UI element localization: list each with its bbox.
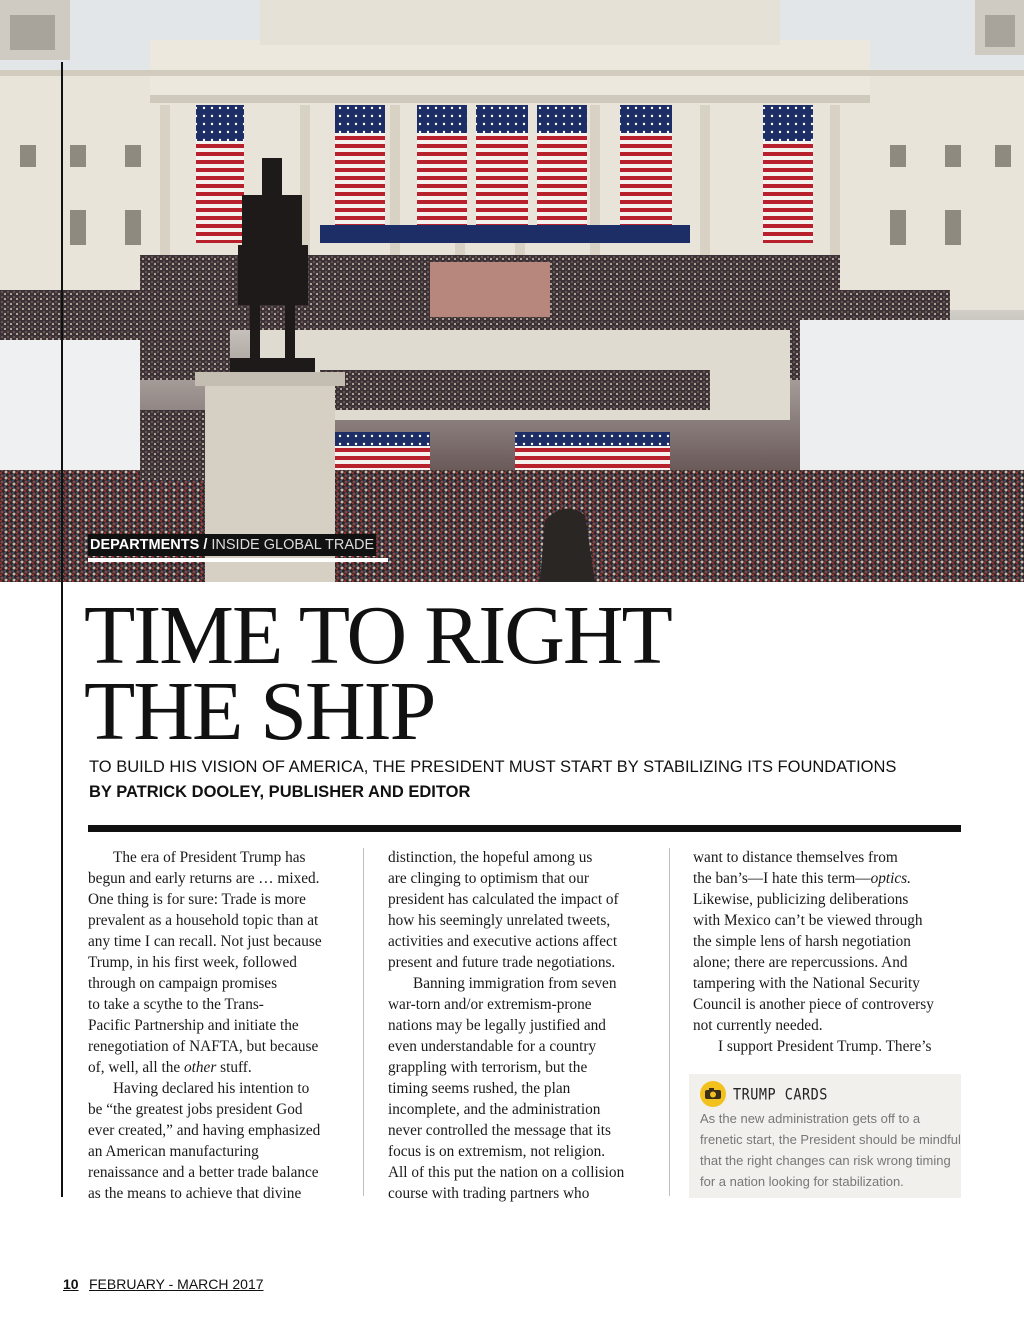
headline-line-2: THE SHIP (84, 665, 435, 758)
body-line: Banning immigration from seven (413, 975, 617, 992)
body-line: through on campaign promises (88, 975, 278, 992)
body-column-2 (388, 847, 650, 1204)
sidebar-line: As the new administration gets off to a (700, 1111, 921, 1126)
body-line: Likewise, publicizing deliberations (693, 891, 909, 908)
body-line: present and future trade negotiations. (388, 954, 616, 971)
body-line: grappling with terrorism, but the (388, 1059, 588, 1076)
page-number: 10 (63, 1276, 79, 1292)
body-line: as the means to achieve that divine (88, 1185, 302, 1202)
body-line: course with trading partners who (388, 1185, 590, 1202)
issue-date: FEBRUARY - MARCH 2017 (89, 1276, 264, 1292)
column-separator (363, 848, 364, 1196)
body-line: to take a scythe to the Trans- (88, 996, 264, 1013)
section-underline (88, 558, 388, 562)
body-line: how his seemingly unrelated tweets, (388, 912, 611, 929)
body-line: incomplete, and the administration (388, 1101, 601, 1118)
trump-cards-icon (700, 1081, 726, 1107)
body-line: activities and executive actions affect (388, 933, 618, 950)
sidebar-line: for a nation looking for stabilization. (700, 1174, 904, 1189)
body-line: not currently needed. (693, 1017, 823, 1034)
body-line: renegotiation of NAFTA, but because (88, 1038, 319, 1055)
body-line: never controlled the message that its (388, 1122, 612, 1139)
body-line: the simple lens of harsh negotiation (693, 933, 911, 950)
deck: TO BUILD HIS VISION OF AMERICA, THE PRESIDENT MUST START BY STABILIZING ITS FOUNDATIONS (89, 758, 897, 776)
sidebar-text (700, 1108, 961, 1192)
body-line: The era of President Trump has (113, 849, 306, 866)
body-line: are clinging to optimism that our (388, 870, 589, 887)
body-line: alone; there are repercussions. And (693, 954, 908, 971)
headline-line-1: TIME TO RIGHT (84, 589, 671, 682)
body-line: nations may be legally justified and (388, 1017, 606, 1034)
body-line: want to distance themselves from (693, 849, 898, 866)
body-line: war-torn and/or extremism-prone (388, 996, 592, 1013)
body-line: Pacific Partnership and initiate the (88, 1017, 299, 1034)
body-line: be “the greatest jobs president God (88, 1101, 303, 1118)
body-line: an American manufacturing (88, 1143, 259, 1160)
body-line: even understandable for a country (388, 1038, 597, 1055)
byline: BY PATRICK DOOLEY, PUBLISHER AND EDITOR (89, 783, 471, 801)
body-column-3 (693, 847, 955, 1057)
body-line: Council is another piece of controversy (693, 996, 934, 1013)
divider (88, 825, 961, 832)
sidebar-line: frenetic start, the President should be mindful (700, 1132, 961, 1147)
body-line: begun and early returns are … mixed. (88, 870, 320, 887)
vertical-rule (61, 62, 63, 1197)
body-line: any time I can recall. Not just because (88, 933, 322, 950)
sidebar-trump-cards (689, 1074, 961, 1198)
sidebar-title: TRUMP CARDS (733, 1085, 828, 1105)
subsection-name: INSIDE GLOBAL TRADE (211, 537, 375, 553)
body-line: distinction, the hopeful among us (388, 849, 593, 866)
body-line: tampering with the National Security (693, 975, 920, 992)
body-line: prevalent as a household topic than at (88, 912, 319, 929)
body-line: Trump, in his first week, followed (88, 954, 297, 971)
section-name: DEPARTMENTS (90, 537, 200, 553)
hero-photo (0, 0, 1024, 582)
body-line: Having declared his intention to (113, 1080, 310, 1097)
capitol-inauguration-photo (0, 0, 1024, 582)
section-separator: / (203, 537, 208, 553)
body-line: president has calculated the impact of (388, 891, 619, 908)
body-line: the ban’s—I hate this term—optics. (693, 870, 911, 887)
section-label (88, 534, 376, 556)
column-separator (669, 848, 670, 1196)
body-line: All of this put the nation on a collision (388, 1164, 625, 1181)
body-line: of, well, all the other stuff. (88, 1059, 252, 1076)
body-line: timing seems rushed, the plan (388, 1080, 571, 1097)
sidebar-line: that the right changes can risk wrong timing (700, 1153, 951, 1168)
body-column-1 (88, 847, 350, 1204)
body-line: ever created,” and having emphasized (88, 1122, 321, 1139)
body-line: renaissance and a better trade balance (88, 1164, 319, 1181)
body-line: I support President Trump. There’s (718, 1038, 932, 1055)
headline (84, 589, 964, 758)
body-line: with Mexico can’t be viewed through (693, 912, 923, 929)
body-line: focus is on extremism, not religion. (388, 1143, 606, 1160)
body-line: One thing is for sure: Trade is more (88, 891, 306, 908)
